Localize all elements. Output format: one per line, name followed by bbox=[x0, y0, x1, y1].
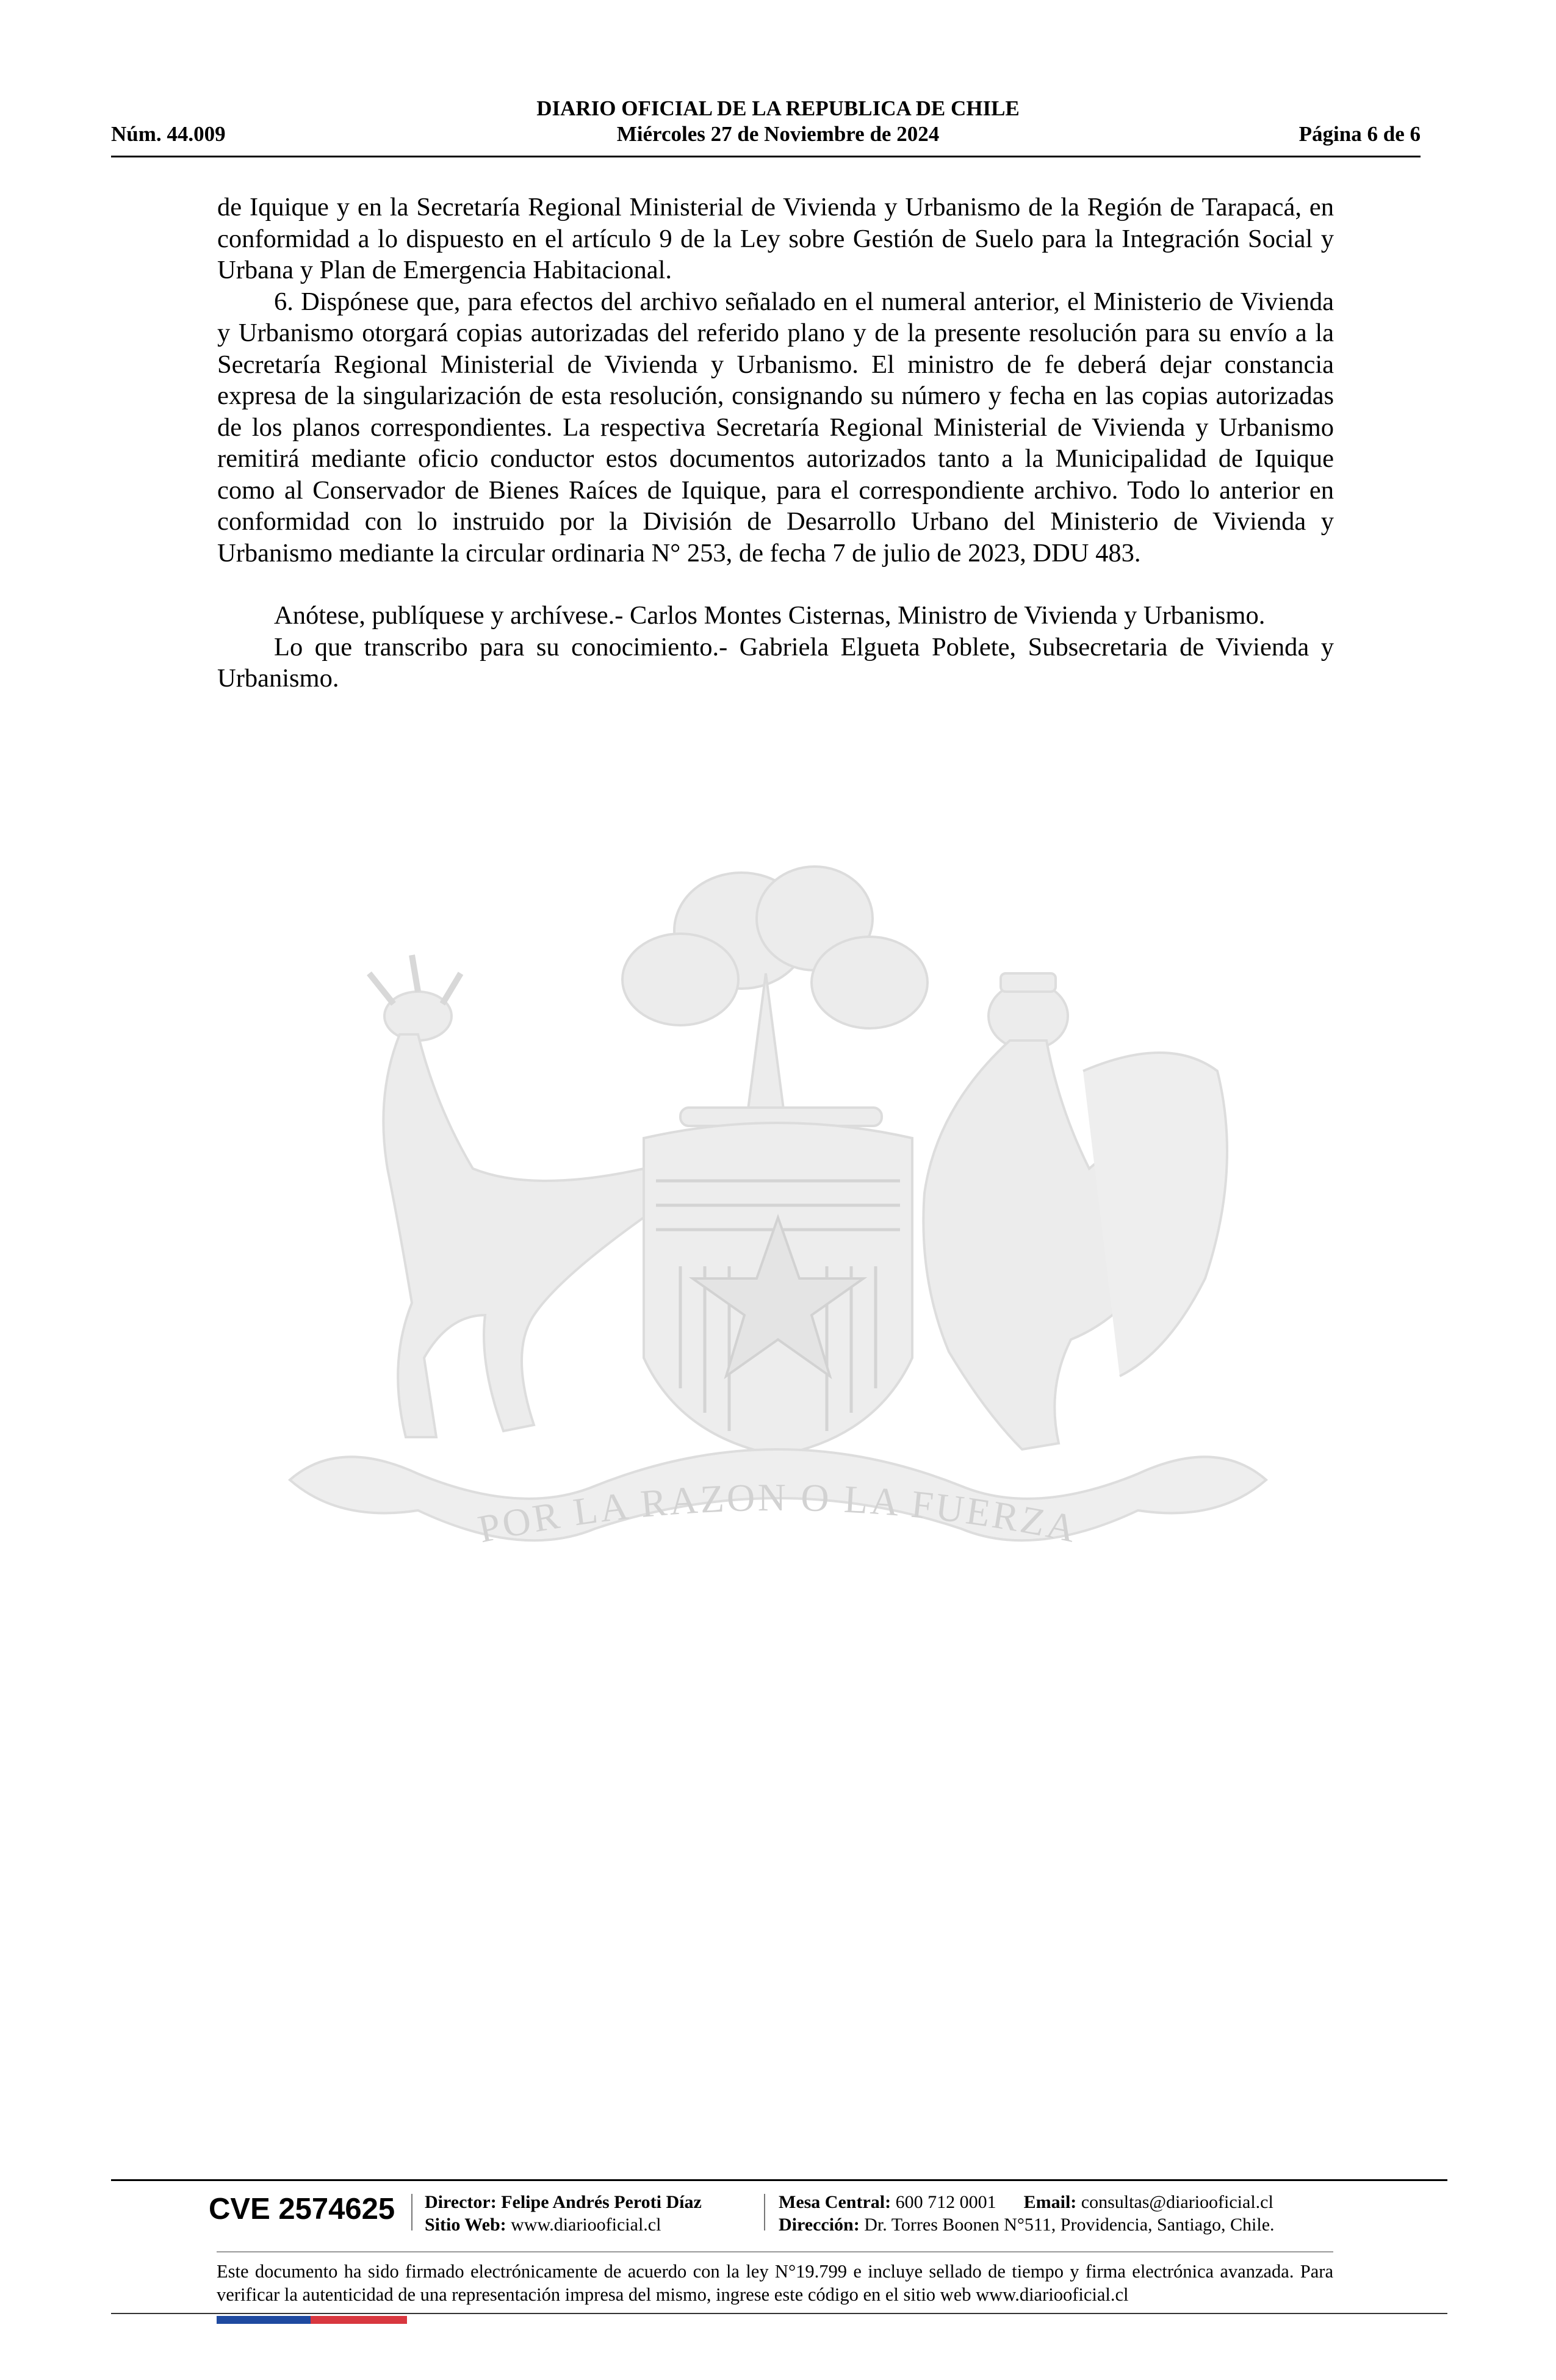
issue-date: Miércoles 27 de Noviembre de 2024 bbox=[616, 122, 940, 146]
cve-code: CVE 2574625 bbox=[209, 2193, 395, 2226]
address-line bbox=[779, 2213, 1275, 2236]
footer-divider-top bbox=[111, 2179, 1447, 2181]
svg-text:POR LA RAZON O LA FUERZA bbox=[474, 1476, 1081, 1551]
transcription-paragraph: Lo que transcribo para su conocimiento.- Gabriela Elgueta Poblete, Subsecretaria de Vivienda y Urbanismo. bbox=[217, 632, 1334, 693]
motto-text: POR LA RAZON O LA FUERZA bbox=[474, 1475, 1082, 1551]
address-value: Dr. Torres Boonen N°511, Providencia, Santiago, Chile. bbox=[864, 2215, 1275, 2235]
director-label: Director: bbox=[425, 2192, 497, 2212]
email-label: Email: bbox=[1023, 2192, 1077, 2212]
body-paragraph: 6. Dispónese que, para efectos del archivo señalado en el numeral anterior, el Ministerio de Vivienda y Urbanismo otorgará copias autorizadas del referido plano y de la presente resolución para su envío a la Secretaría Regional Ministerial de Vivienda y Urbanismo. El ministro de fe deberá dejar constancia expresa de la singularización de esta resolución, consignando su número y fecha en las copias autorizadas de los planos correspondientes. La respectiva Secretaría Regional Ministerial de Vivienda y Urbanismo remitirá mediante oficio conductor estos documentos autorizados tanto a la Municipalidad de Iquique como al Conservador de Bienes Raíces de Iquique, para el correspondiente archivo. Todo lo anterior en conformidad con lo instruido por la División de Desarrollo Urbano del Ministerio de Vivienda y Urbanismo mediante la circular ordinaria N° 253, de fecha 7 de julio de 2023, DDU 483. bbox=[217, 287, 1334, 568]
footer-separator bbox=[764, 2194, 765, 2230]
signature-paragraph: Anótese, publíquese y archívese.- Carlos Montes Cisternas, Ministro de Vivienda y Urbanismo. bbox=[274, 601, 1266, 630]
body-paragraph: de Iquique y en la Secretaría Regional Ministerial de Vivienda y Urbanismo de la Región de Tarapacá, en conformidad a lo dispuesto en el artículo 9 de la Ley sobre Gestión de Suelo para la Integración Social y Urbana y Plan de Emergencia Habitacional. bbox=[217, 193, 1334, 284]
website-line bbox=[425, 2213, 661, 2236]
electronic-signature-note: Este documento ha sido firmado electrónicamente de acuerdo con la ley N°19.799 e incluye sellado de tiempo y firma electrónica avanzada. Para verificar la autenticidad de una representación impresa del mismo, ingrese este código en el sitio web www.diariooficial.cl bbox=[217, 2261, 1333, 2305]
chile-coat-of-arms-icon bbox=[217, 851, 1333, 1657]
flag-stripe-blue bbox=[217, 2316, 311, 2324]
issue-number: Núm. 44.009 bbox=[111, 122, 226, 146]
website-label: Sitio Web: bbox=[425, 2215, 506, 2235]
footer-divider-bottom bbox=[111, 2313, 1447, 2314]
mesa-label: Mesa Central: bbox=[779, 2192, 891, 2212]
document-body bbox=[217, 192, 1334, 694]
director-line bbox=[425, 2191, 702, 2213]
mesa-phone: 600 712 0001 bbox=[895, 2192, 996, 2212]
email-link[interactable]: consultas@diariooficial.cl bbox=[1081, 2192, 1273, 2212]
director-name: Felipe Andrés Peroti Díaz bbox=[501, 2192, 702, 2212]
header-divider bbox=[111, 156, 1421, 157]
footer-separator bbox=[411, 2194, 412, 2230]
website-link[interactable]: www.diariooficial.cl bbox=[511, 2215, 661, 2235]
address-label: Dirección: bbox=[779, 2215, 860, 2235]
footer-divider-middle bbox=[217, 2251, 1333, 2252]
newspaper-title: DIARIO OFICIAL DE LA REPUBLICA DE CHILE bbox=[536, 96, 1020, 120]
page-number: Página 6 de 6 bbox=[1298, 122, 1421, 146]
flag-stripe-red bbox=[311, 2316, 407, 2324]
contact-line bbox=[779, 2191, 1273, 2213]
